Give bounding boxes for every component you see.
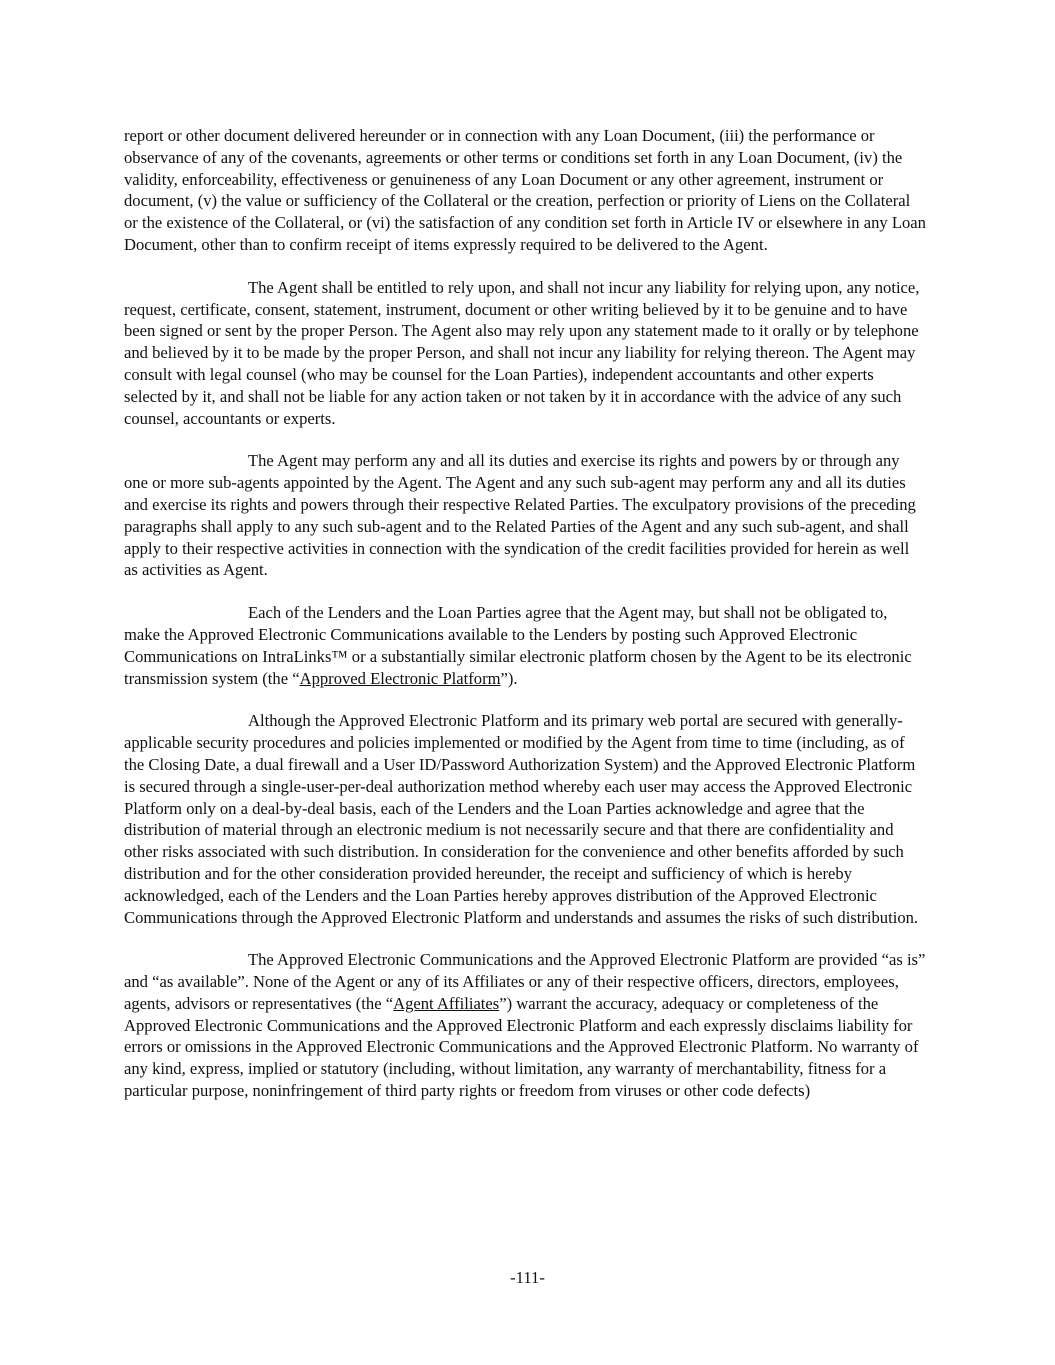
paragraph-agent-reliance (124, 277, 926, 430)
paragraph-text: Each of the Lenders and the Loan Parties agree that the Agent may, but shall not be obligated to, make the Approved Electronic Communications available to the Lenders by posting such Approved Electronic Communications on IntraLinks™ or a substantially similar electronic platform chosen by the Agent to be its electronic transmission system (the “ (124, 603, 912, 688)
page-number: -111- (510, 1268, 545, 1287)
paragraph-text: Although the Approved Electronic Platform and its primary web portal are secured with generally-applicable security procedures and policies implemented or modified by the Agent from time to time (including, as of the Closing Date, a dual firewall and a User ID/Password Authorization System) and the Approved Electronic Platform is secured through a single-user-per-deal authorization method whereby each user may access the Approved Electronic Platform only on a deal-by-deal basis, each of the Lenders and the Loan Parties acknowledge and agree that the distribution of material through an electronic medium is not necessarily secure and that there are confidentiality and other risks associated with such distribution. In consideration for the convenience and other benefits afforded by such distribution and for the other consideration provided hereunder, the receipt and sufficiency of which is hereby acknowledged, each of the Lenders and the Loan Parties hereby approves distribution of the Approved Electronic Communications through the Approved Electronic Platform and understands and assumes the risks of such distribution. (124, 711, 919, 927)
defined-term-approved-electronic-platform: Approved Electronic Platform (299, 668, 501, 688)
paragraph-text: The Agent may perform any and all its duties and exercise its rights and powers by or through any one or more sub-agents appointed by the Agent. The Agent and any such sub-agent may perform any and all its duties and exercise its rights and powers through their respective Related Parties. The exculpatory provisions of the preceding paragraphs shall apply to any such sub-agent and to the Related Parties of the Agent and any such sub-agent, and shall apply to their respective activities in connection with the syndication of the credit facilities provided for herein as well as activities as Agent. (124, 451, 916, 580)
paragraph-electronic-platform (124, 602, 926, 689)
paragraph-text: The Agent shall be entitled to rely upon, and shall not incur any liability for relying upon, any notice, request, certificate, consent, statement, instrument, document or other writing believed by it to be genuine and to have been signed or sent by the proper Person. The Agent also may rely upon any statement made to it orally or by telephone and believed by it to be made by the proper Person, and shall not incur any liability for relying thereon. The Agent may consult with legal counsel (who may be counsel for the Loan Parties), independent accountants and other experts selected by it, and shall not be liable for any action taken or not taken by it in accordance with the advice of any such counsel, accountants or experts. (124, 277, 920, 428)
paragraph-sub-agents (124, 450, 926, 581)
paragraph-text: The Approved Electronic Communications and the Approved Electronic Platform are provided “as is” and “as available”. None of the Agent or any of its Affiliates or any of their respective officers, directors, employees, agents, advisors or representatives (the “ (124, 950, 926, 1013)
paragraph-text: ”) warrant the accuracy, adequacy or completeness of the Approved Electronic Communications and the Approved Electronic Platform and each expressly disclaims liability for errors or omissions in the Approved Electronic Communications and the Approved Electronic Platform. No warranty of any kind, express, implied or statutory (including, without limitation, any warranty of merchantability, fitness for a particular purpose, noninfringement of third party rights or freedom from viruses or other code defects) (124, 993, 919, 1101)
paragraph-text: ”). (500, 668, 518, 688)
paragraph-text: report or other document delivered hereunder or in connection with any Loan Document, (iii) the performance or observance of any of the covenants, agreements or other terms or conditions set forth in any Loan Document, (iv) the validity, enforceability, effectiveness or genuineness of any Loan Document or any other agreement, instrument or document, (v) the value or sufficiency of the Collateral or the creation, perfection or priority of Liens on the Collateral or the existence of the Collateral, or (vi) the satisfaction of any condition set forth in Article IV or elsewhere in any Loan Document, other than to confirm receipt of items expressly required to be delivered to the Agent. (124, 126, 926, 254)
paragraph-continuation (124, 125, 926, 256)
paragraph-as-is (124, 949, 926, 1102)
paragraph-security (124, 710, 926, 928)
defined-term-agent-affiliates: Agent Affiliates (393, 993, 500, 1013)
document-body (124, 125, 926, 1123)
